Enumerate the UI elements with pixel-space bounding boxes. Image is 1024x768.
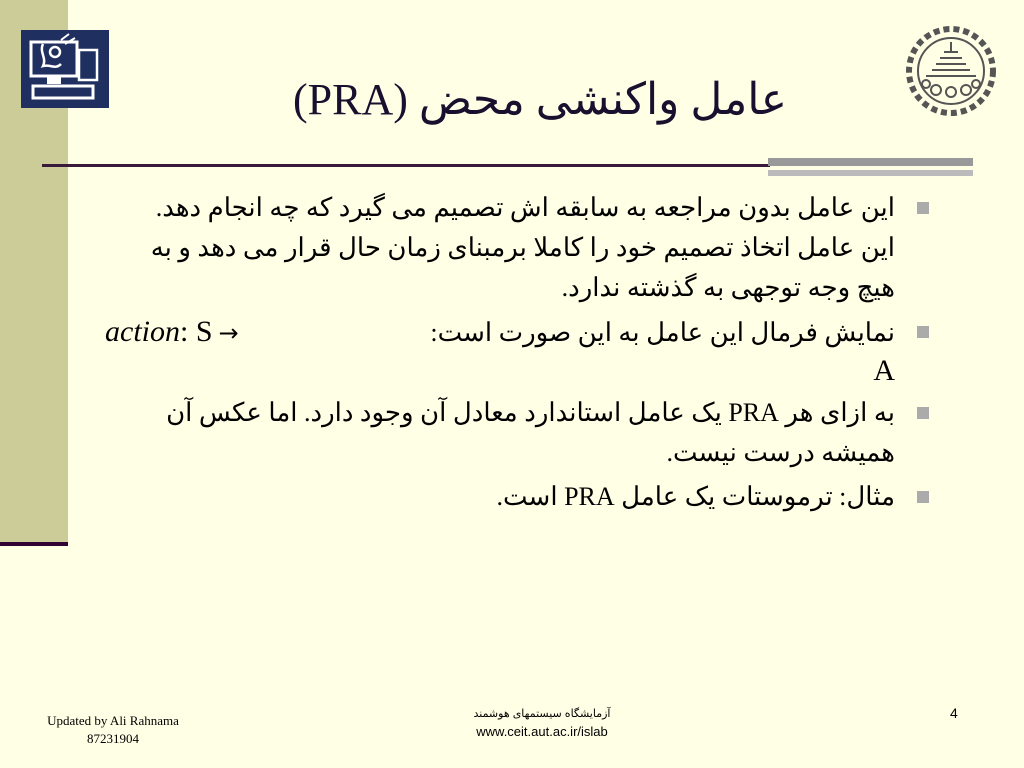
left-decor-line (0, 542, 68, 546)
slide-body (105, 188, 935, 517)
bullet-line: نمایش فرمال این عامل به این صورت است: (430, 318, 895, 347)
bullet-item (105, 312, 935, 389)
formal-definition-line (105, 312, 895, 353)
author-name: Updated by Ali Rahnama (47, 713, 179, 728)
bullet-line: همیشه درست نیست. (666, 438, 895, 467)
bullet-item (105, 477, 935, 517)
lab-name: آزمایشگاه سیستمهای هوشمند (473, 708, 611, 720)
lab-url[interactable]: www.ceit.aut.ac.ir/islab (476, 724, 608, 739)
footer-author (28, 712, 198, 748)
bullet-line: این عامل بدون مراجعه به سابقه اش تصمیم می گیرد که چه انجام دهد. (155, 193, 895, 222)
author-id: 87231904 (87, 731, 139, 746)
bullet-item (105, 188, 935, 308)
bullet-line: هیچ وجه توجهی به گذشته ندارد. (561, 273, 895, 302)
bullet-item (105, 393, 935, 473)
action-formula (105, 312, 239, 353)
square-bullet-icon (917, 326, 929, 338)
university-emblem-icon (904, 24, 998, 118)
square-bullet-icon (917, 407, 929, 419)
bullet-line: به ازای هر PRA یک عامل استاندارد معادل آن وجود دارد. اما عکس آن (166, 398, 895, 427)
formula-mid: : S (180, 315, 213, 348)
formula-action: action (105, 315, 180, 348)
formula-result: A (873, 354, 895, 387)
footer-lab (420, 705, 664, 741)
square-bullet-icon (917, 202, 929, 214)
page-number: 4 (950, 705, 958, 721)
square-bullet-icon (917, 491, 929, 503)
bullet-line: مثال: ترموستات یک عامل PRA است. (496, 482, 895, 511)
title-divider-accent-bottom (768, 170, 973, 176)
title-divider (42, 164, 770, 167)
title-divider-accent-top (768, 158, 973, 166)
bullet-line: این عامل اتخاذ تصمیم خود را کاملا برمبنای زمان حال قرار می دهد و به (150, 233, 895, 262)
right-arrow-icon: → (218, 319, 239, 347)
lab-computer-logo-icon (21, 30, 109, 108)
slide-title: عامل واکنشی محض (PRA) (293, 75, 787, 124)
